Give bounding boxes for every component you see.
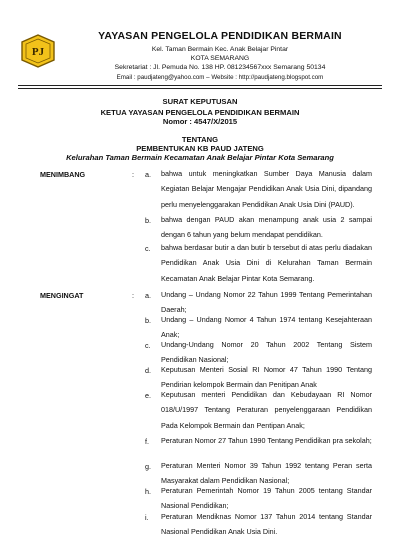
menimbang-letter-a: a. — [145, 170, 151, 179]
mengingat-item-g: Peraturan Menteri Nomor 39 Tahun 1992 tentang Peran serta Masyarakat dalam Pendidikan Nasional; — [161, 461, 372, 486]
logo-letters: PJ — [31, 46, 45, 58]
foundation-logo-icon — [20, 34, 56, 68]
menimbang-item-c: bahwa berdasar butir a dan butir b tersebut di atas perlu diadakan Pendidikan Anak Usia Dini di Kelurahan Taman Bermain Kecamatan Anak Belajar Pintar Kota Semarang. — [161, 243, 372, 283]
mengingat-letter-i: i. — [145, 513, 149, 522]
menimbang-letter-c: c. — [145, 244, 151, 253]
mengingat-item-h: Peraturan Pemerintah Nomor 19 Tahun 2005 tentang Standar Nasional Pendidikan; — [161, 486, 372, 511]
mengingat-item-e: Keputusan menteri Pendidikan dan Kebudayaan RI Nomor 018/U/1997 Tentang Peraturan penyelenggaraan Pendidikan Pada Kelompok Bermain dan Pentipan Anak; — [161, 390, 372, 430]
mengingat-item-f: Peraturan Nomor 27 Tahun 1990 Tentang Pendidikan pra sekolah; — [161, 436, 372, 445]
mengingat-colon: : — [132, 291, 134, 300]
mengingat-letter-h: h. — [145, 487, 151, 496]
mengingat-item-d: Keputusan Menteri Sosial RI Nomor 47 Tahun 1990 Tentang Pendirian kelompok Bermain dan Penitipan Anak — [161, 365, 372, 390]
menimbang-label: MENIMBANG — [40, 170, 86, 179]
menimbang-colon: : — [132, 170, 134, 179]
menimbang-item-a: bahwa untuk meningkatkan Sumber Daya Manusia dalam Kegiatan Belajar Mengajar Pendidikan Anak Usia Dini, dipandang perlu menyelenggarakan Pendidikan Anak Usia Dini (PAUD). — [161, 169, 372, 209]
mengingat-item-a: Undang – Undang Nomor 22 Tahun 1999 Tentang Pemerintahan Daerah; — [161, 290, 372, 315]
org-name: YAYASAN PENGELOLA PENDIDIKAN BERMAIN — [98, 30, 342, 42]
decree-about-line-2: Kelurahan Taman Bermain Kecamatan Anak Belajar Pintar Kota Semarang — [66, 153, 334, 162]
mengingat-letter-a: a. — [145, 291, 151, 300]
menimbang-letter-b: b. — [145, 216, 151, 225]
decree-title: SURAT KEPUTUSAN — [162, 97, 238, 106]
mengingat-letter-g: g. — [145, 462, 151, 471]
mengingat-letter-c: c. — [145, 341, 151, 350]
menimbang-item-b: bahwa dengan PAUD akan menampung anak usia 2 sampai dengan 6 tahun yang belum mendapat pendidikan. — [161, 215, 372, 240]
mengingat-letter-d: d. — [145, 366, 151, 375]
mengingat-item-b: Undang – Undang Nomor 4 Tahun 1974 tentang Kesejahteraan Anak; — [161, 315, 372, 340]
decree-tentang: TENTANG — [181, 135, 219, 144]
letterhead-divider-thick — [18, 85, 382, 86]
address-line-1: Kel. Taman Bermain Kec. Anak Belajar Pintar — [151, 46, 289, 53]
mengingat-label: MENGINGAT — [40, 291, 84, 300]
mengingat-item-c: Undang-Undang Nomor 20 Tahun 2002 Tentang Sistem Pendidikan Nasional; — [161, 340, 372, 365]
decree-about-line-1: PEMBENTUKAN KB PAUD JATENG — [136, 144, 264, 153]
decree-number: Nomor : 4547/X/2015 — [162, 117, 238, 126]
mengingat-letter-b: b. — [145, 316, 151, 325]
decree-chair: KETUA YAYASAN PENGELOLA PENDIDIKAN BERMAIN — [100, 108, 300, 117]
address-line-3: Sekretariat : Jl. Pemuda No. 138 HP. 081234567xxx Semarang 50134 — [114, 64, 326, 71]
letterhead-divider-thin — [18, 88, 382, 89]
address-line-2: KOTA SEMARANG — [190, 55, 250, 62]
mengingat-letter-f: f. — [145, 437, 149, 446]
mengingat-letter-e: e. — [145, 391, 151, 400]
mengingat-item-i: Peraturan Mendiknas Nomor 137 Tahun 2014 tentang Standar Nasional Pendidikan Anak Usia Dini. — [161, 512, 372, 537]
contact-line: Email : paudjateng@yahoo.com – Website : http://paudjateng.blogspot.com — [116, 74, 324, 81]
